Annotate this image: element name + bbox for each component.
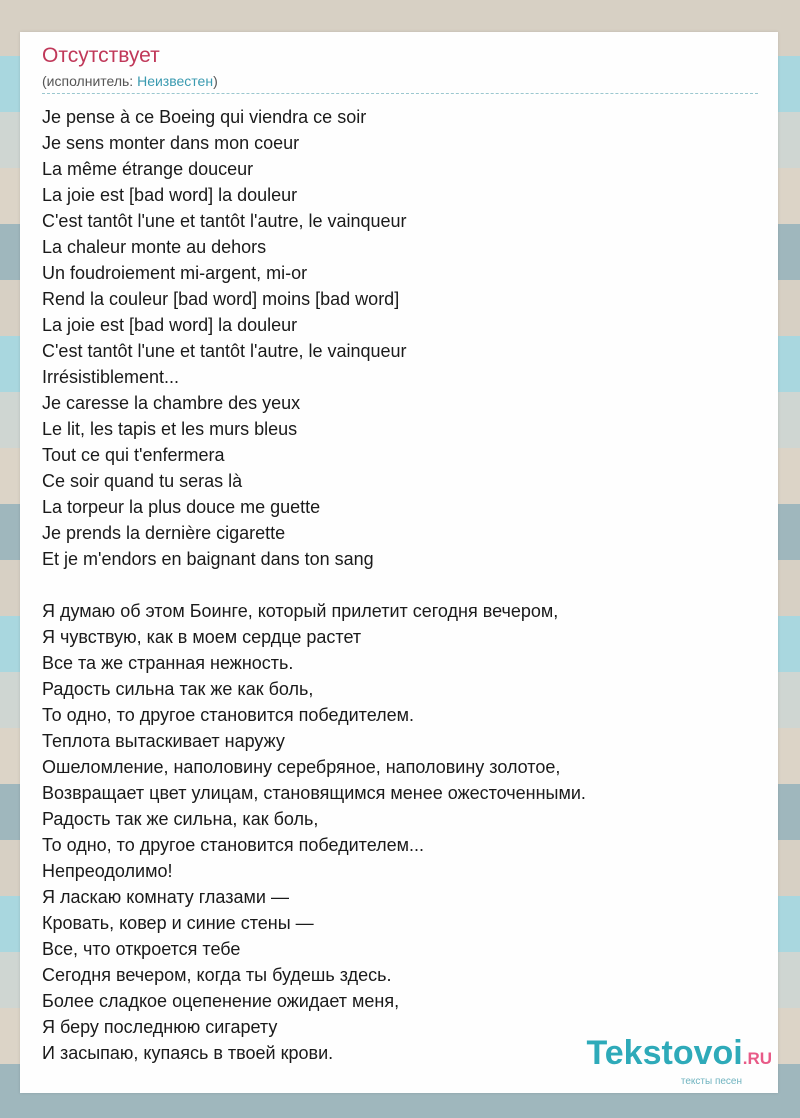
logo-wordmark (587, 1035, 772, 1077)
logo-name: Tekstovoi (586, 1034, 743, 1072)
lyric-line: Je prends la dernière cigarette (42, 523, 286, 543)
logo-domain: .RU (742, 1049, 772, 1068)
lyric-line: Кровать, ковер и синие стены — (42, 913, 314, 933)
lyric-line: Ошеломление, наполовину серебряное, наполовину золотое, (42, 757, 561, 777)
lyric-line: Rend la couleur [bad word] moins [bad word] (42, 289, 400, 309)
lyric-line: Все, что откроется тебе (42, 939, 241, 959)
lyric-line: Радость так же сильна, как боль, (42, 809, 319, 829)
site-logo[interactable] (587, 1035, 772, 1087)
lyric-line: Возвращает цвет улицам, становящимся менее ожесточенными. (42, 783, 586, 803)
lyric-line: La chaleur monte au dehors (42, 237, 267, 257)
lyric-line: Радость сильна так же как боль, (42, 679, 314, 699)
lyric-line: Irrésistiblement... (42, 367, 180, 387)
logo-tagline: тексты песен (680, 1076, 742, 1087)
artist-suffix: ) (213, 73, 218, 89)
lyric-line: Le lit, les tapis et les murs bleus (42, 419, 298, 439)
lyric-line: И засыпаю, купаясь в твоей крови. (42, 1043, 334, 1063)
lyric-line: Je sens monter dans mon coeur (42, 133, 300, 153)
lyric-line: То одно, то другое становится победителем... (42, 835, 425, 855)
artist-link[interactable]: Неизвестен (137, 73, 214, 89)
lyric-line: То одно, то другое становится победителем. (42, 705, 415, 725)
lyric-line: Et je m'endors en baignant dans ton sang (42, 549, 374, 569)
lyric-line: C'est tantôt l'une et tantôt l'autre, le vainqueur (42, 341, 407, 361)
lyric-line: La joie est [bad word] la douleur (42, 315, 298, 335)
lyric-line: C'est tantôt l'une et tantôt l'autre, le vainqueur (42, 211, 407, 231)
lyric-line: La même étrange douceur (42, 159, 254, 179)
lyric-line: Je caresse la chambre des yeux (42, 393, 301, 413)
lyric-line: Все та же странная нежность. (42, 653, 294, 673)
lyric-line: Более сладкое оцепенение ожидает меня, (42, 991, 400, 1011)
lyric-line: Я беру последнюю сигарету (42, 1017, 278, 1037)
lyric-line: La torpeur la plus douce me guette (42, 497, 321, 517)
lyric-line: Сегодня вечером, когда ты будешь здесь. (42, 965, 392, 985)
lyric-line: Непреодолимо! (42, 861, 173, 881)
lyric-line: La joie est [bad word] la douleur (42, 185, 298, 205)
lyrics-russian (42, 598, 758, 1066)
lyric-line: Un foudroiement mi-argent, mi-or (42, 263, 308, 283)
lyrics-french (42, 104, 758, 572)
artist-line (42, 73, 218, 89)
song-title: Отсутствует (42, 44, 160, 67)
lyric-line: Ce soir quand tu seras là (42, 471, 243, 491)
lyric-line: Я чувствую, как в моем сердце растет (42, 627, 362, 647)
lyric-line: Теплота вытаскивает наружу (42, 731, 285, 751)
lyrics-sheet (20, 32, 778, 1093)
lyric-line: Tout ce qui t'enfermera (42, 445, 225, 465)
lyric-line: Я ласкаю комнату глазами — (42, 887, 289, 907)
stanza-gap (42, 572, 758, 598)
lyrics-body (42, 104, 758, 1066)
artist-prefix: (исполнитель: (42, 73, 138, 89)
lyric-line: Je pense à ce Boeing qui viendra ce soir (42, 107, 367, 127)
dashed-divider (42, 93, 758, 94)
lyric-line: Я думаю об этом Боинге, который прилетит сегодня вечером, (42, 601, 559, 621)
